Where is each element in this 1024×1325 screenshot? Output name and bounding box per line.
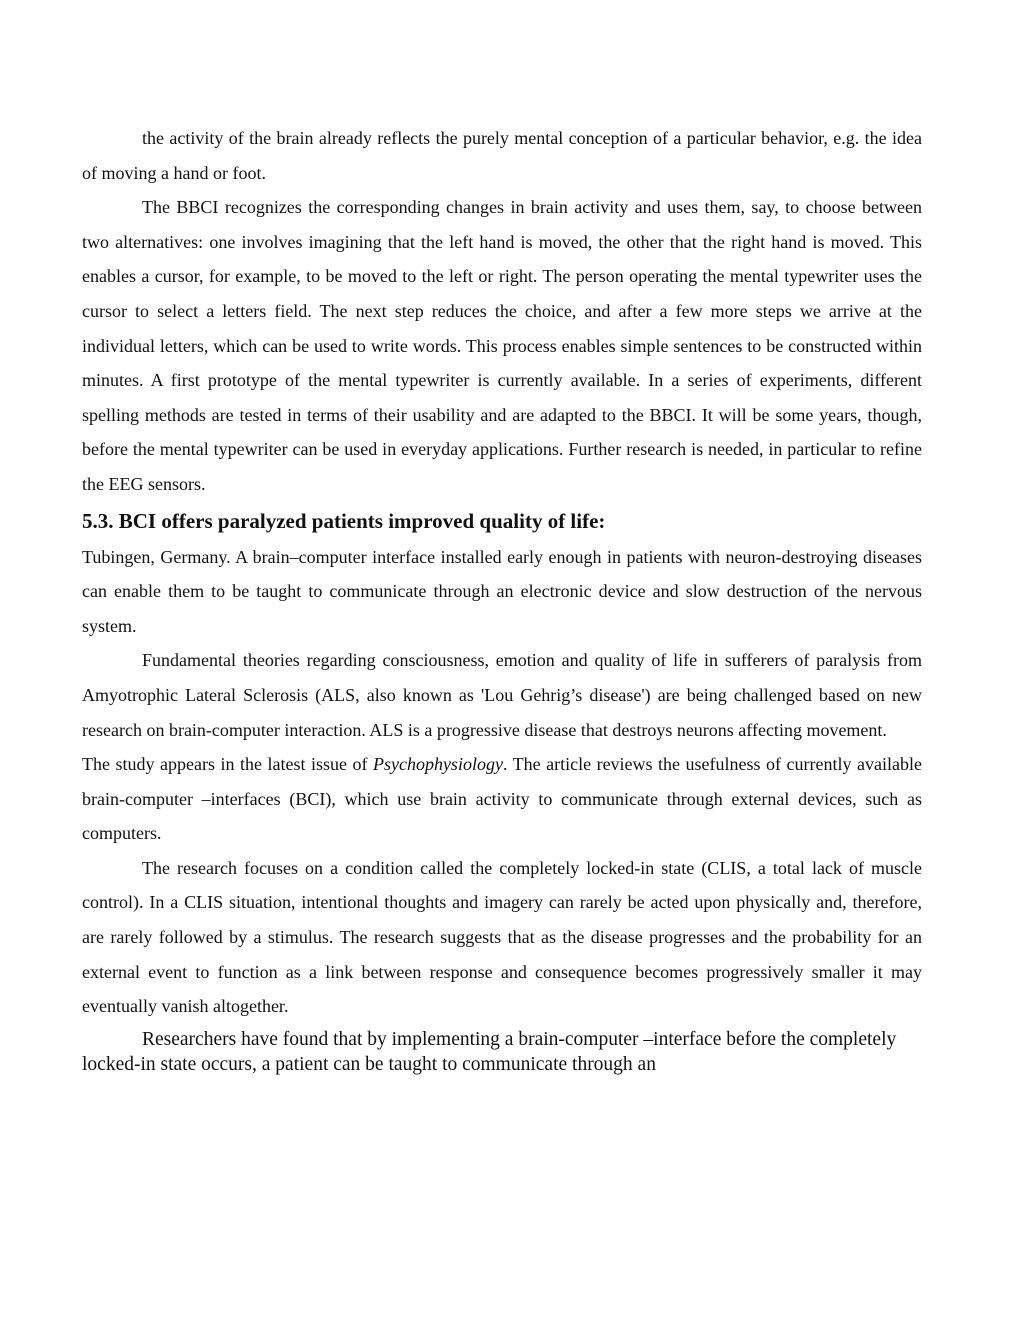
paragraph-clis: The research focuses on a condition called the completely locked-in state (CLIS, a total lack of muscle control). In a CLIS situation, intentional thoughts and imagery can rarely be acted upon physically and, therefore, are rarely followed by a stimulus. The research suggests that as the disease progresses and the probability for an external event to function as a link between response and consequence becomes progressively smaller it may eventually vanish altogether. [82,857,922,1017]
journal-name: Psychophysiology [372,754,503,775]
paragraph-tubingen: Tubingen, Germany. A brain–computer interface installed early enough in patients with neuron-destroying diseases can enable them to be taught to communicate through an electronic device and slow destruction of the nervous system. [82,546,922,636]
paragraph-study [82,747,922,851]
paragraph-researchers: Researchers have found that by implementing a brain-computer –interface before the completely locked-in state occurs, a patient can be taught to communicate through an [82,1028,897,1075]
paragraph-als: Fundamental theories regarding consciousness, emotion and quality of life in sufferers of paralysis from Amyotrophic Lateral Sclerosis (ALS, also known as 'Lou Gehrig’s disease') are being challenged based on new research on brain-computer interaction. ALS is a progressive disease that destroys neurons affecting movement. [82,650,922,740]
paragraph-bbci: The BBCI recognizes the corresponding changes in brain activity and uses them, say, to choose between two alternatives: one involves imagining that the left hand is moved, the other that the right hand is moved. This enables a cursor, for example, to be moved to the left or right. The person operating the mental typewriter uses the cursor to select a letters field. The next step reduces the choice, and after a few more steps we arrive at the individual letters, which can be used to write words. This process enables simple sentences to be constructed within minutes. A first prototype of the mental typewriter is currently available. In a series of experiments, different spelling methods are tested in terms of their usability and are adapted to the BBCI. It will be some years, though, before the mental typewriter can be used in everyday applications. Further research is needed, in particular to refine the EEG sensors. [82,197,922,494]
document-page [82,121,922,1077]
paragraph-brain-activity: the activity of the brain already reflects the purely mental conception of a particular behavior, e.g. the idea of moving a hand or foot. [82,128,922,183]
study-text-before: The study appears in the latest issue of [82,754,373,775]
study-text-after: . The article reviews the usefulness of currently available brain-computer –interfaces (BCI), which use brain activity to communicate through external devices, such as computers. [82,754,922,844]
section-heading: 5.3. BCI offers paralyzed patients improved quality of life: [82,508,606,533]
